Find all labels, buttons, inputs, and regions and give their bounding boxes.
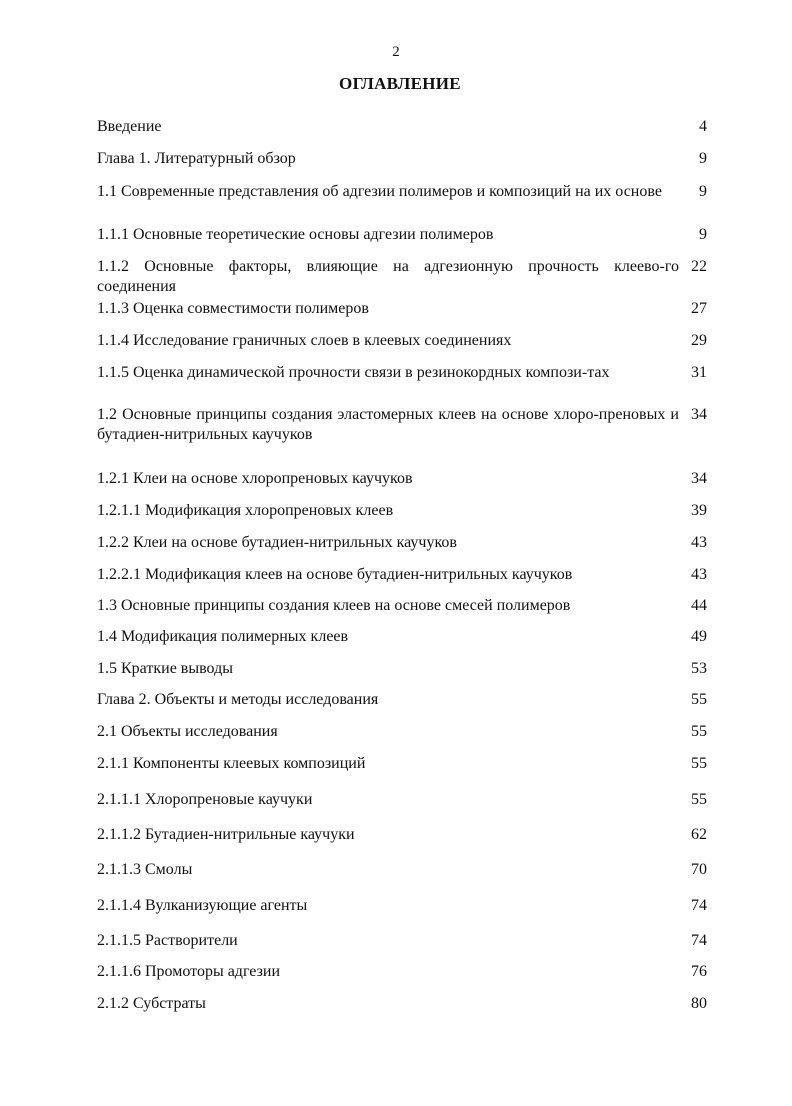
toc-entry-page: 74 [691,932,707,949]
toc-entry-page: 55 [691,723,707,740]
toc-entry-title: 1.2.2 Клеи на основе бутадиен-нитрильных каучуков [97,534,457,551]
toc-entry-title: 2.1.2 Субстраты [97,995,206,1012]
toc-entry-title: 2.1.1.3 Смолы [97,861,193,878]
toc-entry-page: 70 [691,861,707,878]
toc-entry-page: 4 [699,118,707,135]
toc-entry-page: 9 [699,226,707,243]
toc-entry-title: 1.3 Основные принципы создания клеев на основе смесей полимеров [97,597,571,614]
toc-entry-page: 29 [691,332,707,349]
toc-entry-page: 39 [691,502,707,519]
toc-entry-title: 2.1.1 Компоненты клеевых композиций [97,755,366,772]
toc-entry-page: 76 [691,963,707,980]
toc-entry-title: 2.1.1.1 Хлоропреновые каучуки [97,791,313,808]
toc-entry-title: Глава 2. Объекты и методы исследования [97,691,379,708]
toc-entry-title: 1.1.4 Исследование граничных слоев в клеевых соединениях [97,332,512,349]
toc-entry-page: 22 [691,258,707,275]
toc-entry-title: 2.1.1.6 Промоторы адгезии [97,963,281,980]
toc-entry-page: 9 [699,183,707,200]
toc-entry-title: 1.4 Модификация полимерных клеев [97,628,349,645]
toc-entry-page: 43 [691,534,707,551]
toc-entry-title: 1.1 Современные представления об адгезии полимеров и композиций на их основе [97,183,662,200]
toc-entry-page: 55 [691,691,707,708]
toc-entry-page: 80 [691,995,707,1012]
toc-entry-page: 53 [691,660,707,677]
toc-entry-title: 1.5 Краткие выводы [97,660,233,677]
toc-entry-title: 2.1 Объекты исследования [97,723,278,740]
toc-entry-title: 1.1.5 Оценка динамической прочности связи в резинокордных компози-тах [97,364,610,381]
toc-entry-page: 9 [699,150,707,167]
toc-entry-page: 62 [691,826,707,843]
toc-entry-page: 31 [691,364,707,381]
toc-entry-title: 1.2 Основные принципы создания эластомерных клеев на основе хлоро-преновых и бутадиен-нитрильных каучуков [97,406,679,443]
toc-entry-title: 1.1.3 Оценка совместимости полимеров [97,300,369,317]
toc-entry-page: 55 [691,755,707,772]
toc-entry-page: 34 [691,406,707,423]
toc-entry-title: Введение [97,118,162,135]
toc-entry-page: 27 [691,300,707,317]
toc-entry-page: 34 [691,470,707,487]
toc-entry-title: 1.1.2 Основные факторы, влияющие на адгезионную прочность клеево-го соединения [97,258,679,295]
toc-entry-page: 55 [691,791,707,808]
page-number: 2 [392,44,400,60]
toc-entry-page: 74 [691,897,707,914]
toc-entry-title: Глава 1. Литературный обзор [97,150,296,167]
toc-entry-title: 1.2.1.1 Модификация хлоропреновых клеев [97,502,394,519]
toc-entry-page: 43 [691,566,707,583]
toc-entry-page: 44 [691,597,707,614]
page-title: ОГЛАВЛЕНИЕ [339,74,461,93]
toc-entry-title: 1.2.1 Клеи на основе хлоропреновых каучуков [97,470,413,487]
toc-entry-title: 1.2.2.1 Модификация клеев на основе бутадиен-нитрильных каучуков [97,566,573,583]
toc-entry-title: 2.1.1.2 Бутадиен-нитрильные каучуки [97,826,355,843]
toc-entry-title: 1.1.1 Основные теоретические основы адгезии полимеров [97,226,494,243]
toc-entry-title: 2.1.1.5 Растворители [97,932,238,949]
toc-entry-page: 49 [691,628,707,645]
toc-entry-title: 2.1.1.4 Вулканизующие агенты [97,897,308,914]
